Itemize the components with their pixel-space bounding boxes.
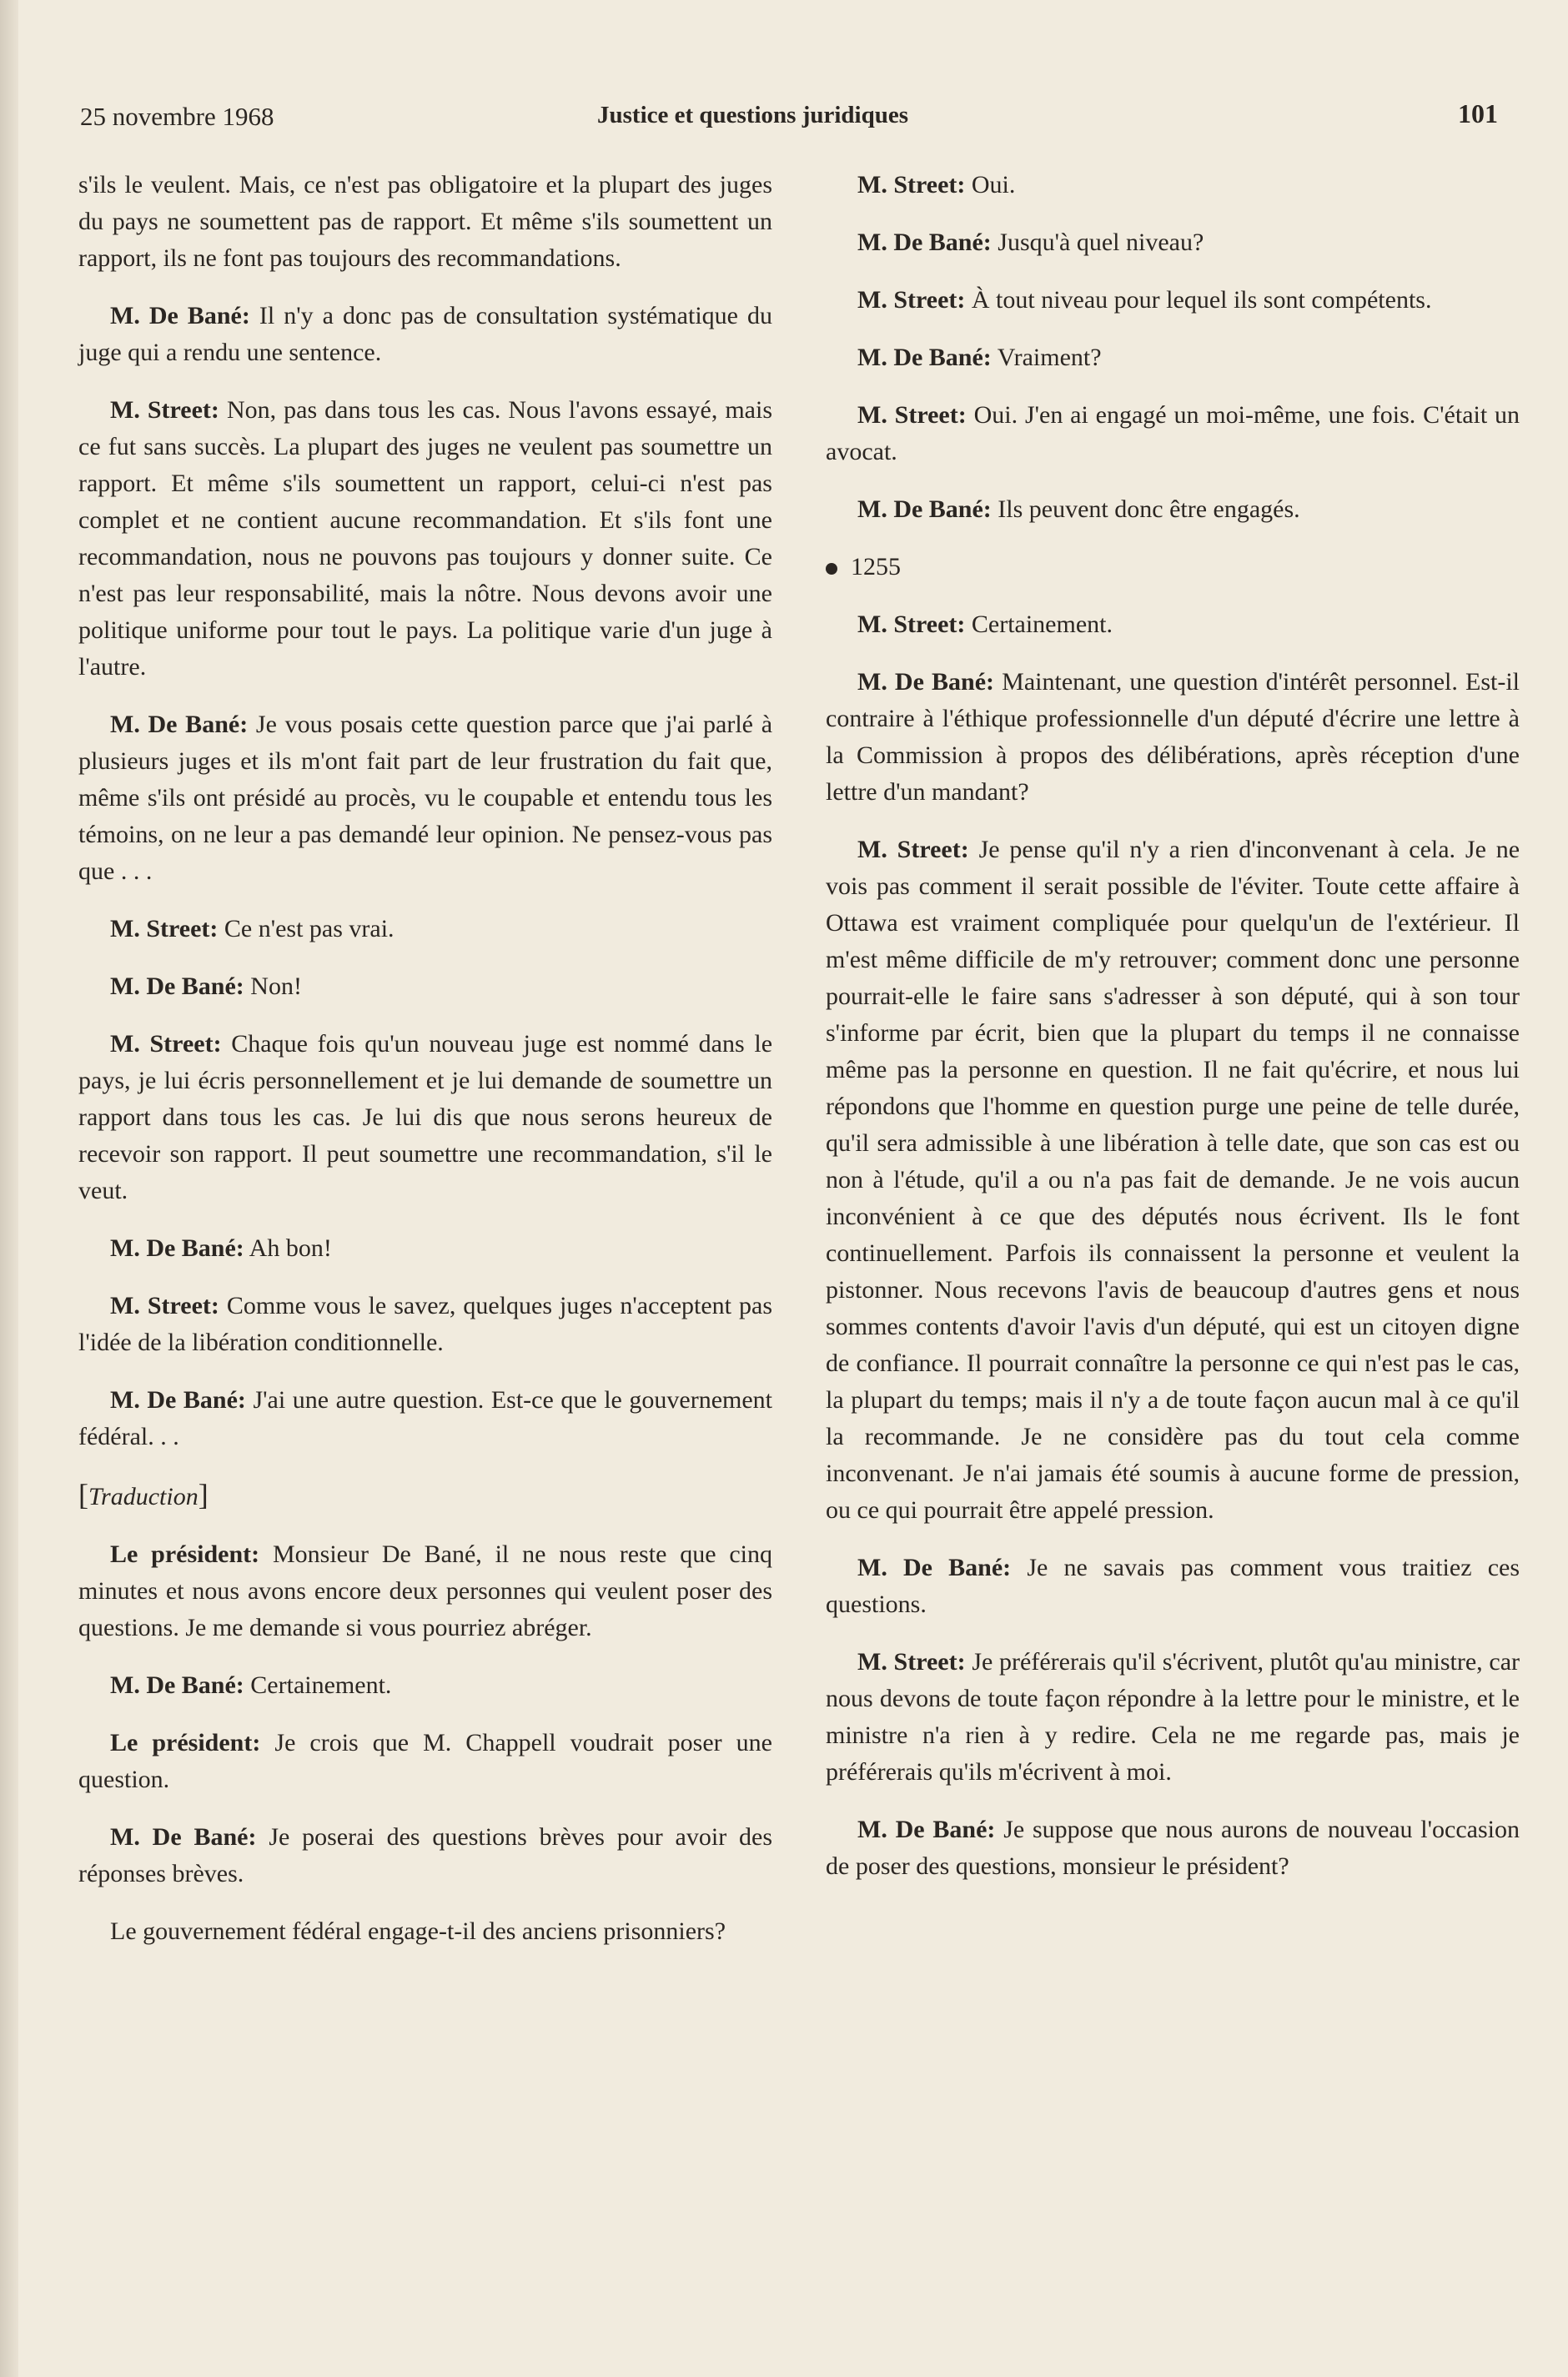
- transcript-paragraph: [78, 706, 772, 890]
- page-header: [80, 93, 1498, 135]
- transcript-paragraph: [78, 1230, 772, 1267]
- paragraph-text: Je ne savais pas comment vous traitiez ces questions.: [826, 1554, 1520, 1618]
- speaker-name: M. De Bané:: [110, 1671, 244, 1699]
- time-marker: [826, 549, 1520, 585]
- speaker-name: M. Street:: [110, 1292, 219, 1319]
- paragraph-text: Le gouvernement fédéral engage-t-il des anciens prisonniers?: [110, 1917, 726, 1945]
- transcript-paragraph: [78, 1288, 772, 1361]
- paragraph-text: J'ai une autre question. Est-ce que le gouvernement fédéral. . .: [78, 1386, 773, 1450]
- transcript-paragraph: [78, 1725, 772, 1798]
- paragraph-text: Je vous posais cette question parce que j'ai parlé à plusieurs juges et ils m'ont fait part de leur frustration du fait que, même s'ils ont présidé au procès, vu le coupable et entendu tous les témoins, on ne leur a pas demandé leur opinion. Ne pensez-vous pas que . . .: [78, 711, 773, 885]
- speaker-name: M. De Bané:: [857, 668, 995, 696]
- transcript-paragraph: [78, 1667, 772, 1704]
- paragraph-text: Comme vous le savez, quelques juges n'acceptent pas l'idée de la libération conditionnelle.: [78, 1292, 773, 1356]
- speaker-name: M. De Bané:: [110, 711, 249, 738]
- transcript-paragraph: [826, 606, 1520, 643]
- speaker-name: M. De Bané:: [857, 229, 992, 256]
- header-date: 25 novembre 1968: [80, 102, 274, 131]
- paragraph-text: Ils peuvent donc être engagés.: [998, 495, 1300, 523]
- speaker-name: M. De Bané:: [110, 1823, 257, 1851]
- transcript-paragraph: [78, 1819, 772, 1892]
- transcript-paragraph: [826, 832, 1520, 1529]
- transcript-paragraph: [826, 1550, 1520, 1623]
- paragraph-text: Je préférerais qu'il s'écrivent, plutôt qu'au ministre, car nous devons de toute façon répondre à la lettre pour le ministre, et le ministre n'a rien à y redire. Cela ne me regarde pas, mais je préférerais qu'ils m'écrivent à moi.: [826, 1648, 1520, 1786]
- transcript-paragraph: [826, 224, 1520, 261]
- paragraph-text: Jusqu'à quel niveau?: [998, 229, 1204, 256]
- speaker-name: M. De Bané:: [857, 1816, 996, 1843]
- speaker-name: M. Street:: [857, 611, 966, 638]
- transcript-paragraph: [826, 491, 1520, 528]
- transcript-paragraph: [78, 911, 772, 947]
- paragraph-text: À tout niveau pour lequel ils sont compétents.: [971, 286, 1432, 314]
- speaker-name: M. Street:: [857, 1648, 966, 1676]
- speaker-name: M. Street:: [857, 401, 967, 429]
- transcript-paragraph: [826, 1812, 1520, 1885]
- speaker-name: M. Street:: [110, 1030, 222, 1058]
- transcript-paragraph: [826, 282, 1520, 319]
- speaker-name: M. Street:: [110, 396, 219, 424]
- page-binding-edge: [0, 0, 18, 2377]
- header-title: Justice et questions juridiques: [597, 102, 909, 128]
- speaker-name: M. Street:: [110, 915, 219, 942]
- paragraph-text: Non, pas dans tous les cas. Nous l'avons essayé, mais ce fut sans succès. La plupart des juges ne veulent pas soumettre un rapport. Et même s'ils soumettent un rapport, celui-ci n'est pas complet et ne contient aucune recommandation. Et s'ils font une recommandation, nous ne pouvons pas toujours y donner suite. Ce n'est pas leur responsabilité, mais la nôtre. Nous devons avoir une politique uniforme pour tout le pays. La politique varie d'un juge à l'autre.: [78, 396, 773, 681]
- speaker-name: M. De Bané:: [857, 495, 992, 523]
- left-column: [78, 167, 772, 1971]
- speaker-name: M. De Bané:: [110, 1386, 246, 1414]
- transcript-paragraph: [826, 339, 1520, 376]
- paragraph-text: Maintenant, une question d'intérêt personnel. Est-il contraire à l'éthique professionnelle d'un député d'écrire une lettre à la Commission à propos des délibérations, après réception d'une lettre d'un mandant?: [826, 668, 1520, 806]
- transcript-paragraph: [78, 968, 772, 1005]
- transcript-paragraph: [826, 664, 1520, 811]
- paragraph-text: Je crois que M. Chappell voudrait poser une question.: [78, 1729, 772, 1793]
- paragraph-text: Oui. J'en ai engagé un moi-même, une fois. C'était un avocat.: [826, 401, 1520, 465]
- paragraph-text: Je pense qu'il n'y a rien d'inconvenant à cela. Je ne vois pas comment il serait possible de l'éviter. Toute cette affaire à Ottawa est vraiment compliquée pour quelqu'un de l'extérieur. Il m'est même difficile de m'y retrouver; comment donc une personne pourrait-elle le faire sans s'adresser à son député, qui à son tour s'informe par écrit, bien que la plupart du temps il ne connaisse même pas la personne en question. Il ne fait qu'écrire, et nous lui répondons que l'homme en question purge une peine de telle durée, qu'il sera admissible à une libération à telle date, que son cas est ou non à l'étude, qu'il a ou n'a pas fait de demande. Je ne vois aucun inconvénient à ce que des députés nous écrivent. Ils le font continuellement. Parfois ils connaissent la personne et veulent la pistonner. Nous recevons l'avis de beaucoup d'autres gens et nous sommes contents d'avoir l'avis d'un député, qui est un citoyen digne de confiance. Il pourrait connaître la personne ce qui n'est pas le cas, la plupart du temps; mais il n'y a de toute façon aucun mal à ce qu'il la recommande. Je ne considère pas du tout cela comme inconvenant. Je n'ai jamais été soumis à aucune forme de pression, ou ce qui pourrait être appelé pression.: [826, 836, 1520, 1524]
- transcript-paragraph: [78, 1382, 772, 1455]
- paragraph-text: s'ils le veulent. Mais, ce n'est pas obligatoire et la plupart des juges du pays ne soumettent pas de rapport. Et même s'ils soumettent un rapport, ils ne font pas toujours des recommandations.: [78, 171, 772, 272]
- page-number: 101: [1458, 98, 1498, 128]
- right-column: [826, 167, 1520, 1906]
- speaker-name: M. De Bané:: [110, 972, 244, 1000]
- transcript-paragraph: [78, 1536, 772, 1646]
- speaker-name: M. De Bané:: [857, 344, 992, 371]
- speaker-name: Le président:: [110, 1729, 261, 1756]
- bullet-icon: [826, 563, 837, 575]
- speaker-name: M. Street:: [857, 836, 969, 863]
- paragraph-text: Certainement.: [250, 1671, 392, 1699]
- paragraph-text: Je suppose que nous aurons de nouveau l'occasion de poser des questions, monsieur le président?: [826, 1816, 1520, 1880]
- transcript-paragraph: [826, 167, 1520, 204]
- transcript-paragraph: [78, 298, 772, 371]
- speaker-name: Le président:: [110, 1540, 260, 1568]
- time-marker-text: 1255: [851, 553, 901, 580]
- paragraph-text: Ah bon!: [249, 1234, 332, 1262]
- paragraph-text: Certainement.: [971, 611, 1113, 638]
- transcript-paragraph: [78, 1026, 772, 1209]
- speaker-name: M. De Bané:: [110, 302, 250, 329]
- translation-note: [Traduction]: [78, 1478, 209, 1511]
- speaker-name: M. De Bané:: [857, 1554, 1012, 1581]
- paragraph-text: Monsieur De Bané, il ne nous reste que cinq minutes et nous avons encore deux personnes qui veulent poser des questions. Je me demande si vous pourriez abréger.: [78, 1540, 773, 1641]
- paragraph-text: Ce n'est pas vrai.: [224, 915, 395, 942]
- transcript-paragraph: [78, 392, 772, 686]
- transcript-paragraph: [78, 167, 772, 277]
- paragraph-text: Il n'y a donc pas de consultation systématique du juge qui a rendu une sentence.: [78, 302, 773, 366]
- paragraph-text: Chaque fois qu'un nouveau juge est nommé dans le pays, je lui écris personnellement et je lui demande de soumettre un rapport dans tous les cas. Je lui dis que nous serons heureux de recevoir son rapport. Il peut soumettre une recommandation, s'il le veut.: [78, 1030, 773, 1204]
- translation-note-text: Traduction: [88, 1483, 199, 1510]
- transcript-paragraph: [78, 1913, 772, 1950]
- transcript-paragraph: [826, 1644, 1520, 1791]
- paragraph-text: Je poserai des questions brèves pour avoir des réponses brèves.: [78, 1823, 773, 1887]
- transcript-paragraph: [826, 397, 1520, 470]
- paragraph-text: Oui.: [971, 171, 1016, 199]
- paragraph-text: Vraiment?: [997, 344, 1102, 371]
- paragraph-text: Non!: [250, 972, 302, 1000]
- speaker-name: M. De Bané:: [110, 1234, 244, 1262]
- speaker-name: M. Street:: [857, 171, 966, 199]
- speaker-name: M. Street:: [857, 286, 966, 314]
